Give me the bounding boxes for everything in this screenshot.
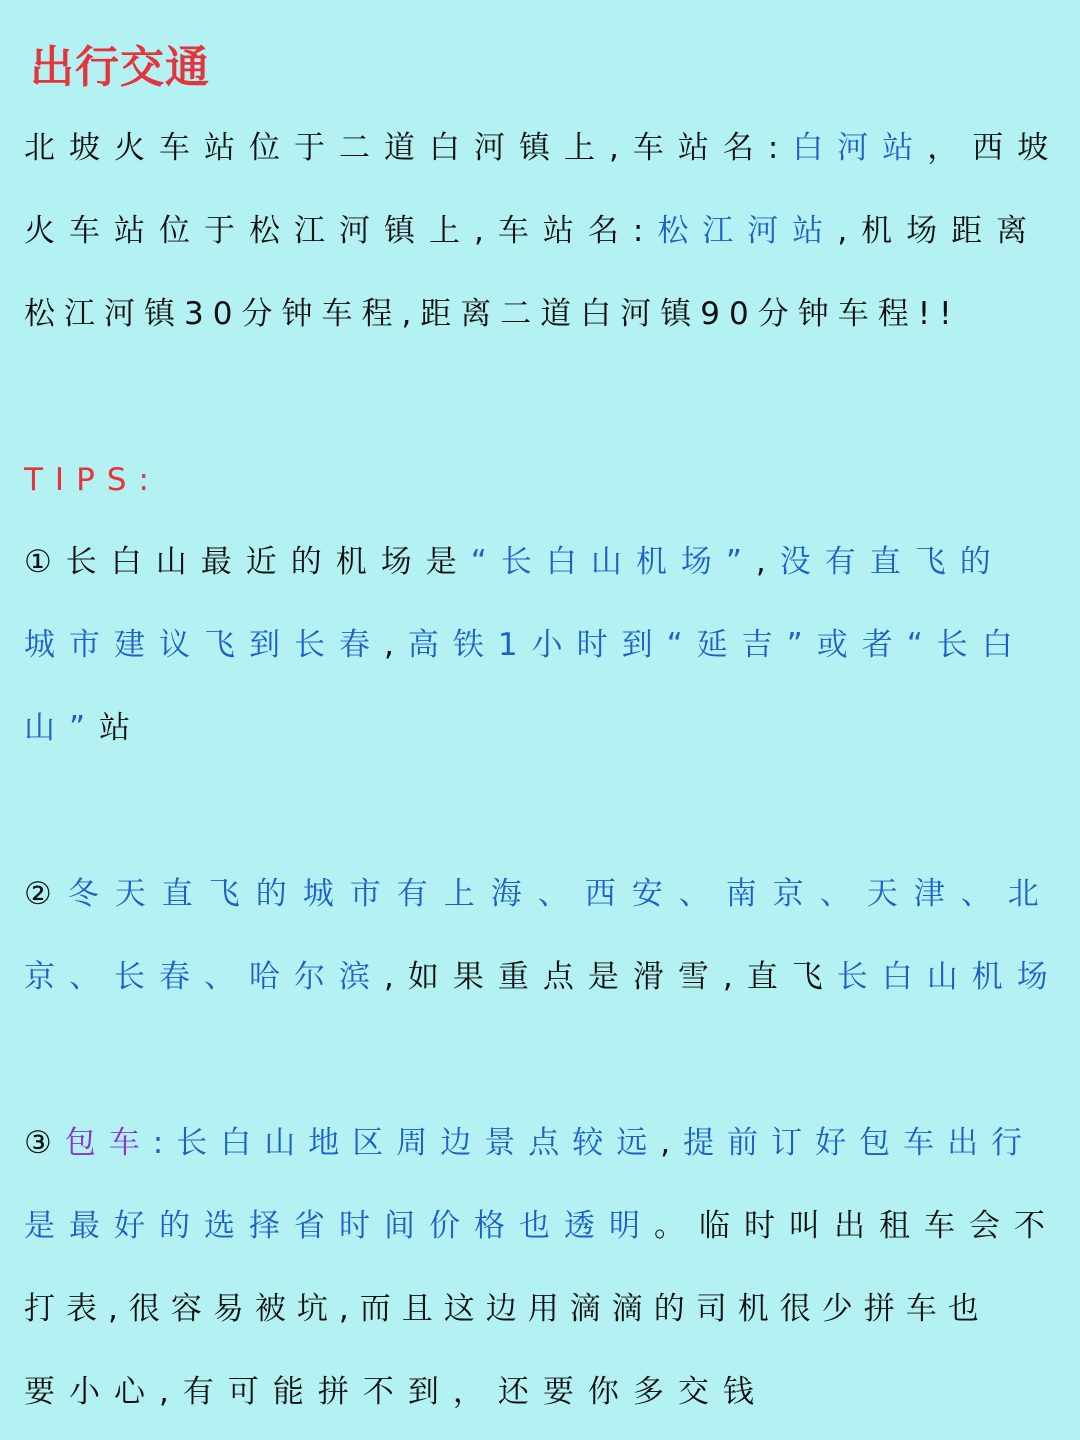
tip1-line-3 [24,698,1046,758]
tip-text: ,如果重点是滑雪,直飞 [384,959,837,995]
tip-text-highlight: 城市建议飞到长春 [24,627,384,663]
intro-text: ，西坡 [927,130,1063,166]
tip1-line-1 [24,532,1046,592]
tip-number: ② [24,876,68,912]
tip-text: 。临时叫出租车会不 [654,1208,1059,1244]
tip3-line-1 [24,1113,1046,1173]
tip-text: 长白山最近的机场是 [65,544,471,580]
tip-text-highlight: 山” [24,710,100,746]
tip-number: ③ [24,1125,65,1161]
tip-text: , [755,544,780,580]
tips-label: TIPS: [24,462,161,498]
tip-text: , [384,627,408,663]
tip-text-highlight: 提前订好包车出行 [683,1125,1036,1161]
airport-name: “长白山机场” [470,544,756,580]
tip-text-highlight: 是最好的选择省时间价格也透明 [24,1208,654,1244]
intro-line-3 [24,284,1046,344]
tip2-line-2 [24,947,1062,1007]
intro-line-2 [24,201,1046,261]
tip-text-highlight: 没有直飞的 [779,544,1005,580]
tip3-line-2 [24,1196,1059,1256]
intro-text: ,机场距离 [837,213,1042,249]
intro-text: 松江河镇30分钟车程,距离二道白河镇90分钟车程!! [24,296,961,332]
intro-text: 北坡火车站位于二道白河镇上,车站名: [24,130,793,166]
airport-name: 长白山机场 [836,959,1062,995]
tip-text-highlight: 长白山地区周边景点较远 [176,1125,661,1161]
tip-text: : [152,1125,177,1161]
tip1-line-2 [24,615,1046,675]
tip-text-highlight: 冬天直飞的城市有上海、西安、南京、天津、北 [67,876,1055,912]
charter-car-label: 包车 [64,1125,153,1161]
tip-text-highlight: 高铁1小时到“延吉”或者“长白 [407,627,1027,663]
station-name-baihe: 白河站 [792,130,928,166]
tip-text: , [660,1125,684,1161]
tip2-line-1 [24,864,1055,924]
tip3-line-3 [24,1279,1046,1339]
page-title: 出行交通 [30,42,210,93]
tip-text: 站 [99,710,145,746]
tip-text: 打表,很容易被坑,而且这边用滴滴的司机很少拼车也 [24,1291,990,1327]
tip-text: 要小心,有可能拼不到，还要你多交钱 [24,1374,768,1410]
tip-number: ① [24,544,66,580]
tip3-line-4 [24,1362,1046,1422]
station-name-songjianghe: 松江河站 [657,213,838,249]
intro-text: 火车站位于松江河镇上,车站名: [24,213,658,249]
tip-text-highlight: 京、长春、哈尔滨 [24,959,384,995]
intro-line-1 [24,118,1063,178]
